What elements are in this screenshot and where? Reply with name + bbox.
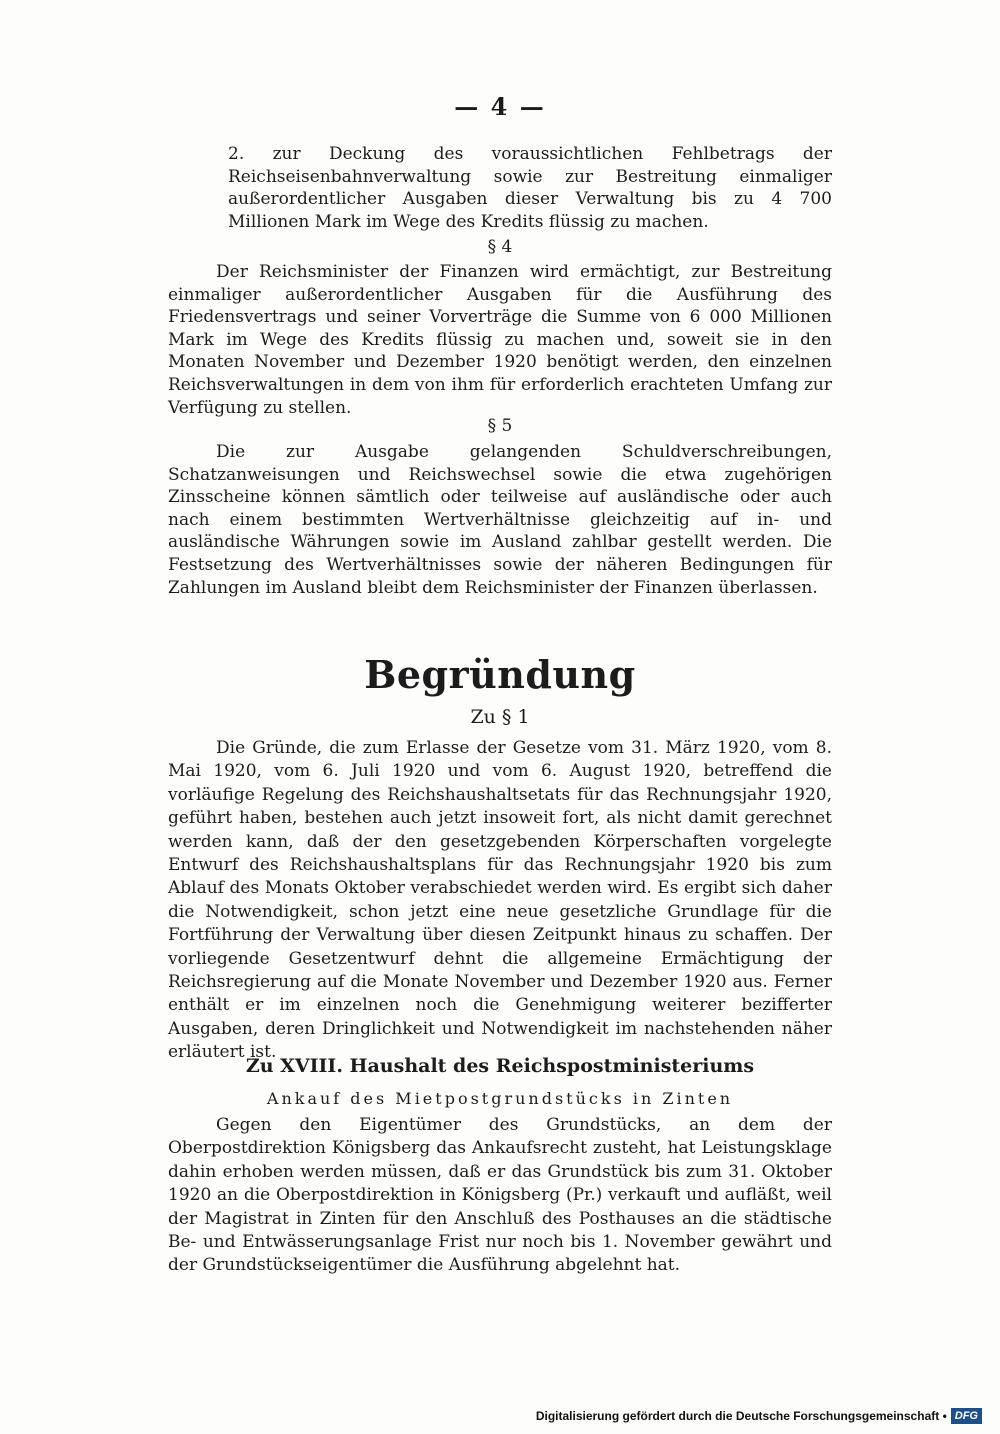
- begruendung-heading: Begründung: [364, 652, 636, 697]
- section-heading-5: § 5: [487, 416, 513, 436]
- list-item-2: 2. zur Deckung des voraussichtlichen Fehlbetrags der Reichseisenbahnverwaltung sowie zur Bestreitung einmaliger außerordentlicher Ausgaben dieser Verwaltung bis zu 4 700 Millionen Mark im Wege des Kredits flüssig zu machen.: [228, 144, 832, 232]
- section-5-paragraph: Die zur Ausgabe gelangenden Schuldverschreibungen, Schatzanweisungen und Reichswechsel sowie die etwa zugehörigen Zinsscheine können sämtlich oder teilweise auf ausländische oder auch nach einem bestimmten Wertverhältnisse gleichzeitig auf in- und ausländische Währungen sowie im Ausland zahlbar gestellt werden. Die Festsetzung des Wertverhältnisses sowie der näheren Bedingungen für Zahlungen im Ausland bleibt dem Reichsminister der Finanzen überlassen.: [168, 442, 832, 598]
- zu-xviii-subheading: Ankauf des Mietpostgrundstücks in Zinten: [266, 1089, 734, 1108]
- zu-xviii-heading: Zu XVIII. Haushalt des Reichspostministeriums: [245, 1055, 755, 1077]
- zu-paragraph-1-text: Die Gründe, die zum Erlasse der Gesetze vom 31. März 1920, vom 8. Mai 1920, vom 6. Juli 1920 und vom 6. August 1920, betreffend die vorläufige Regelung des Reichshaushaltsetats für das Rechnungsjahr 1920, geführt haben, bestehen auch jetzt insoweit fort, als nicht damit gerechnet werden kann, daß der den gesetzgebenden Körperschaften vorgelegte Entwurf des Reichshaushaltsplans für das Rechnungsjahr 1920 bis zum Ablauf des Monats Oktober verabschiedet werden wird. Es ergibt sich daher die Notwendigkeit, schon jetzt eine neue gesetzliche Grundlage für die Fortführung der Verwaltung über diesen Zeitpunkt hinaus zu schaffen. Der vorliegende Gesetzentwurf dehnt die allgemeine Ermächtigung der Reichsregierung auf die Monate November und Dezember 1920 aus. Ferner enthält er im einzelnen noch die Genehmigung weiterer bezifferter Ausgaben, deren Dringlichkeit und Notwendigkeit im nachstehenden näher erläutert ist.: [168, 738, 832, 1063]
- footer-credit: [536, 1408, 982, 1424]
- page-number: — 4 —: [454, 92, 546, 121]
- section-4-paragraph: Der Reichsminister der Finanzen wird ermächtigt, zur Bestreitung einmaliger außerordentlicher Ausgaben für die Ausführung des Friedensvertrags und seiner Vorverträge die Summe von 6 000 Millionen Mark im Wege des Kredits flüssig zu machen und, soweit sie in den Monaten November und Dezember 1920 benötigt werden, den einzelnen Reichsverwaltungen in dem von ihm für erforderlich erachteten Umfang zur Verfügung zu stellen.: [168, 262, 832, 418]
- section-heading-4: § 4: [487, 237, 513, 257]
- dfg-logo: DFG: [951, 1408, 982, 1424]
- zu-paragraph-1-heading: Zu § 1: [470, 706, 530, 728]
- zu-xviii-text: Gegen den Eigentümer des Grundstücks, an dem der Oberpostdirektion Königsberg das Ankaufsrecht zusteht, hat Leistungsklage dahin erhoben werden müssen, daß er das Grundstück bis zum 31. Oktober 1920 an die Oberpostdirektion in Königsberg (Pr.) verkauft und aufläßt, weil der Magistrat in Zinten für den Anschluß des Posthauses an die städtische Be- und Entwässerungsanlage Frist nur noch bis 1. November gewährt und der Grundstückseigentümer die Ausführung abgelehnt hat.: [168, 1115, 832, 1276]
- footer-text: Digitalisierung gefördert durch die Deutsche Forschungsgemeinschaft •: [535, 1409, 947, 1423]
